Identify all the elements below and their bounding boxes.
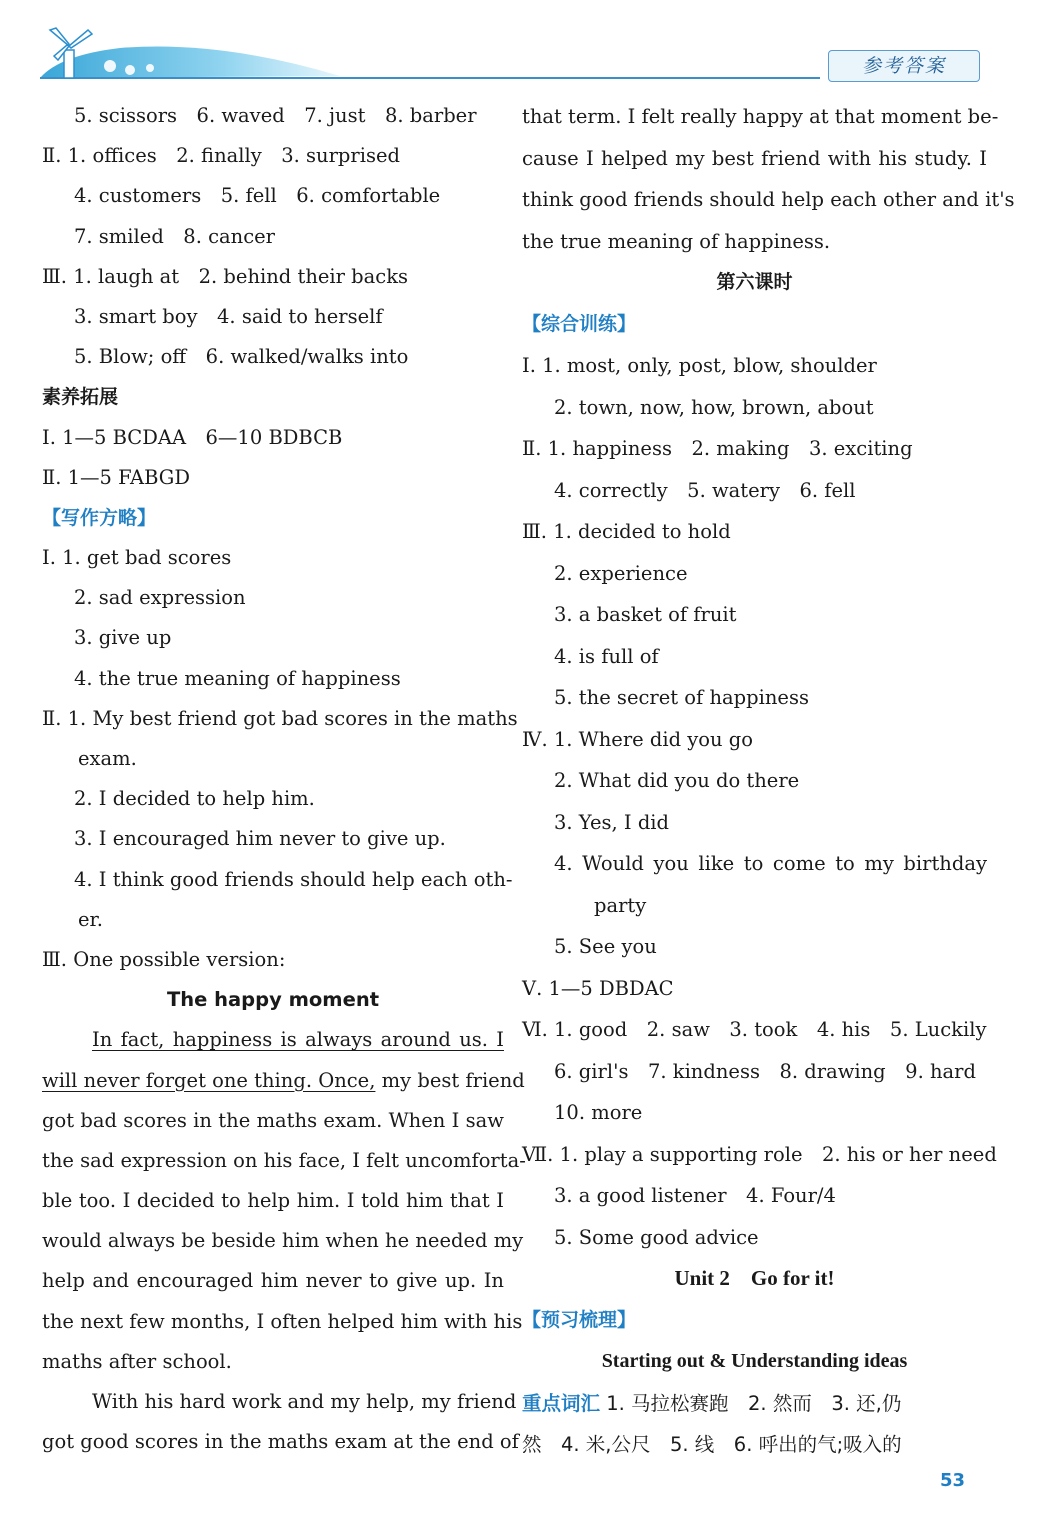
answer-line: Ⅱ. 1. My best friend got bad scores in the maths xyxy=(42,706,518,730)
section-tag: 【预习梳理】 xyxy=(522,1308,637,1331)
header-badge: 参考答案 xyxy=(828,50,980,82)
answer-line: Ⅰ. 1. get bad scores xyxy=(42,546,232,570)
essay-line: With his hard work and my help, my friend xyxy=(92,1390,517,1413)
essay-line: that term. I felt really happy at that moment be- xyxy=(522,105,999,128)
answer-line: 10. more xyxy=(554,1101,643,1124)
answer-line: 3. give up xyxy=(74,626,172,650)
essay-line: got bad scores in the maths exam. When I saw xyxy=(42,1108,504,1132)
essay-text: my best friend xyxy=(375,1068,525,1092)
essay-line: cause I helped my best friend with his study. I xyxy=(522,146,987,170)
answer-line: 4. Would you like to come to my birthday xyxy=(554,852,987,875)
answer-line: 6. girl's 7. kindness 8. drawing 9. hard xyxy=(554,1059,976,1083)
answer-line: Ⅱ. 1. offices 2. finally 3. surprised xyxy=(42,144,400,168)
essay-line: got good scores in the maths exam at the end of xyxy=(42,1430,519,1454)
answer-line: 5. the secret of happiness xyxy=(554,686,809,709)
essay-underlined-text: will never forget one thing. Once, xyxy=(42,1068,376,1092)
essay-line: would always be beside him when he needed my xyxy=(42,1229,524,1253)
answer-line: 3. I encouraged him never to give up. xyxy=(74,827,446,851)
answer-line: Ⅵ. 1. good 2. saw 3. took 4. his 5. Luckily xyxy=(522,1018,987,1041)
answer-line: 3. smart boy 4. said to herself xyxy=(74,304,383,328)
answer-line: 7. smiled 8. cancer xyxy=(74,224,275,248)
answer-line: 2. experience xyxy=(554,561,688,585)
section-tag: 【综合训练】 xyxy=(522,312,637,335)
answer-line: 3. a basket of fruit xyxy=(554,603,737,626)
answer-line: Ⅱ. 1—5 FABGD xyxy=(42,465,190,489)
answer-line: Ⅶ. 1. play a supporting role 2. his or her need xyxy=(522,1142,997,1166)
answer-line: 5. Some good advice xyxy=(554,1225,759,1249)
answer-line: 4. the true meaning of happiness xyxy=(74,666,401,690)
answer-line: Ⅳ. 1. Where did you go xyxy=(522,727,754,751)
answer-line: 3. Yes, I did xyxy=(554,810,670,834)
answer-line: 2. sad expression xyxy=(74,586,246,610)
answer-line: 4. I think good friends should help each oth- xyxy=(74,867,513,891)
answer-line: party xyxy=(594,893,647,917)
essay-line: ble too. I decided to help him. I told him that I xyxy=(42,1189,504,1213)
vocab-text: 1. 马拉松赛跑 2. 然而 3. 还,仍 xyxy=(606,1391,902,1415)
subsection-heading: Starting out & Understanding ideas xyxy=(601,1350,908,1372)
essay-line: In fact, happiness is always around us. I xyxy=(92,1028,504,1052)
vocab-label: 重点词汇 xyxy=(522,1391,601,1415)
vocab-line: 然 4. 米,公尺 5. 线 6. 呼出的气;吸入的 xyxy=(522,1433,902,1456)
answer-line: 2. I decided to help him. xyxy=(74,787,315,811)
essay-line: help and encouraged him never to give up. In xyxy=(42,1269,504,1293)
answer-line: 5. scissors 6. waved 7. just 8. barber xyxy=(74,104,477,127)
essay-line: the next few months, I often helped him with his xyxy=(42,1309,523,1333)
answer-line: Ⅲ. 1. laugh at 2. behind their backs xyxy=(42,264,409,288)
answer-line: 5. See you xyxy=(554,935,657,958)
answer-line: Ⅴ. 1—5 DBDAC xyxy=(522,976,674,1000)
answer-line: 5. Blow; off 6. walked/walks into xyxy=(74,345,409,369)
answer-line: 4. correctly 5. watery 6. fell xyxy=(554,478,856,502)
answer-line: Ⅰ. 1. most, only, post, blow, shoulder xyxy=(522,354,877,377)
answer-line: 3. a good listener 4. Four/4 xyxy=(554,1184,836,1207)
essay-line: maths after school. xyxy=(42,1349,232,1373)
answer-line: 4. customers 5. fell 6. comfortable xyxy=(74,184,441,208)
essay-line: think good friends should help each other and it's xyxy=(522,188,1015,211)
essay-line xyxy=(42,1061,525,1101)
page-number: 53 xyxy=(940,1470,966,1491)
vocab-line xyxy=(522,1383,987,1425)
left-column xyxy=(42,96,526,1462)
answer-line: Ⅲ. One possible version: xyxy=(42,947,286,971)
answer-line: 2. town, now, how, brown, about xyxy=(554,395,874,419)
right-column xyxy=(522,96,1015,1466)
answer-line: exam. xyxy=(78,747,137,770)
answer-line: 4. is full of xyxy=(554,644,659,668)
lesson-heading: 第六课时 xyxy=(716,271,793,293)
answer-line: Ⅰ. 1—5 BCDAA 6—10 BDBCB xyxy=(42,425,343,449)
page-header xyxy=(0,0,1061,92)
section-tag: 【写作方略】 xyxy=(42,506,157,529)
essay-line: the sad expression on his face, I felt uncomforta- xyxy=(42,1148,526,1172)
unit-heading: Unit 2 Go for it! xyxy=(674,1266,835,1290)
section-heading: 素养拓展 xyxy=(42,386,119,409)
essay-title: The happy moment xyxy=(166,988,380,1012)
answer-line: er. xyxy=(78,907,103,931)
essay-line: the true meaning of happiness. xyxy=(522,229,831,253)
answer-line: Ⅱ. 1. happiness 2. making 3. exciting xyxy=(522,437,913,460)
answer-line: 2. What did you do there xyxy=(554,769,800,792)
answer-line: Ⅲ. 1. decided to hold xyxy=(522,520,731,543)
